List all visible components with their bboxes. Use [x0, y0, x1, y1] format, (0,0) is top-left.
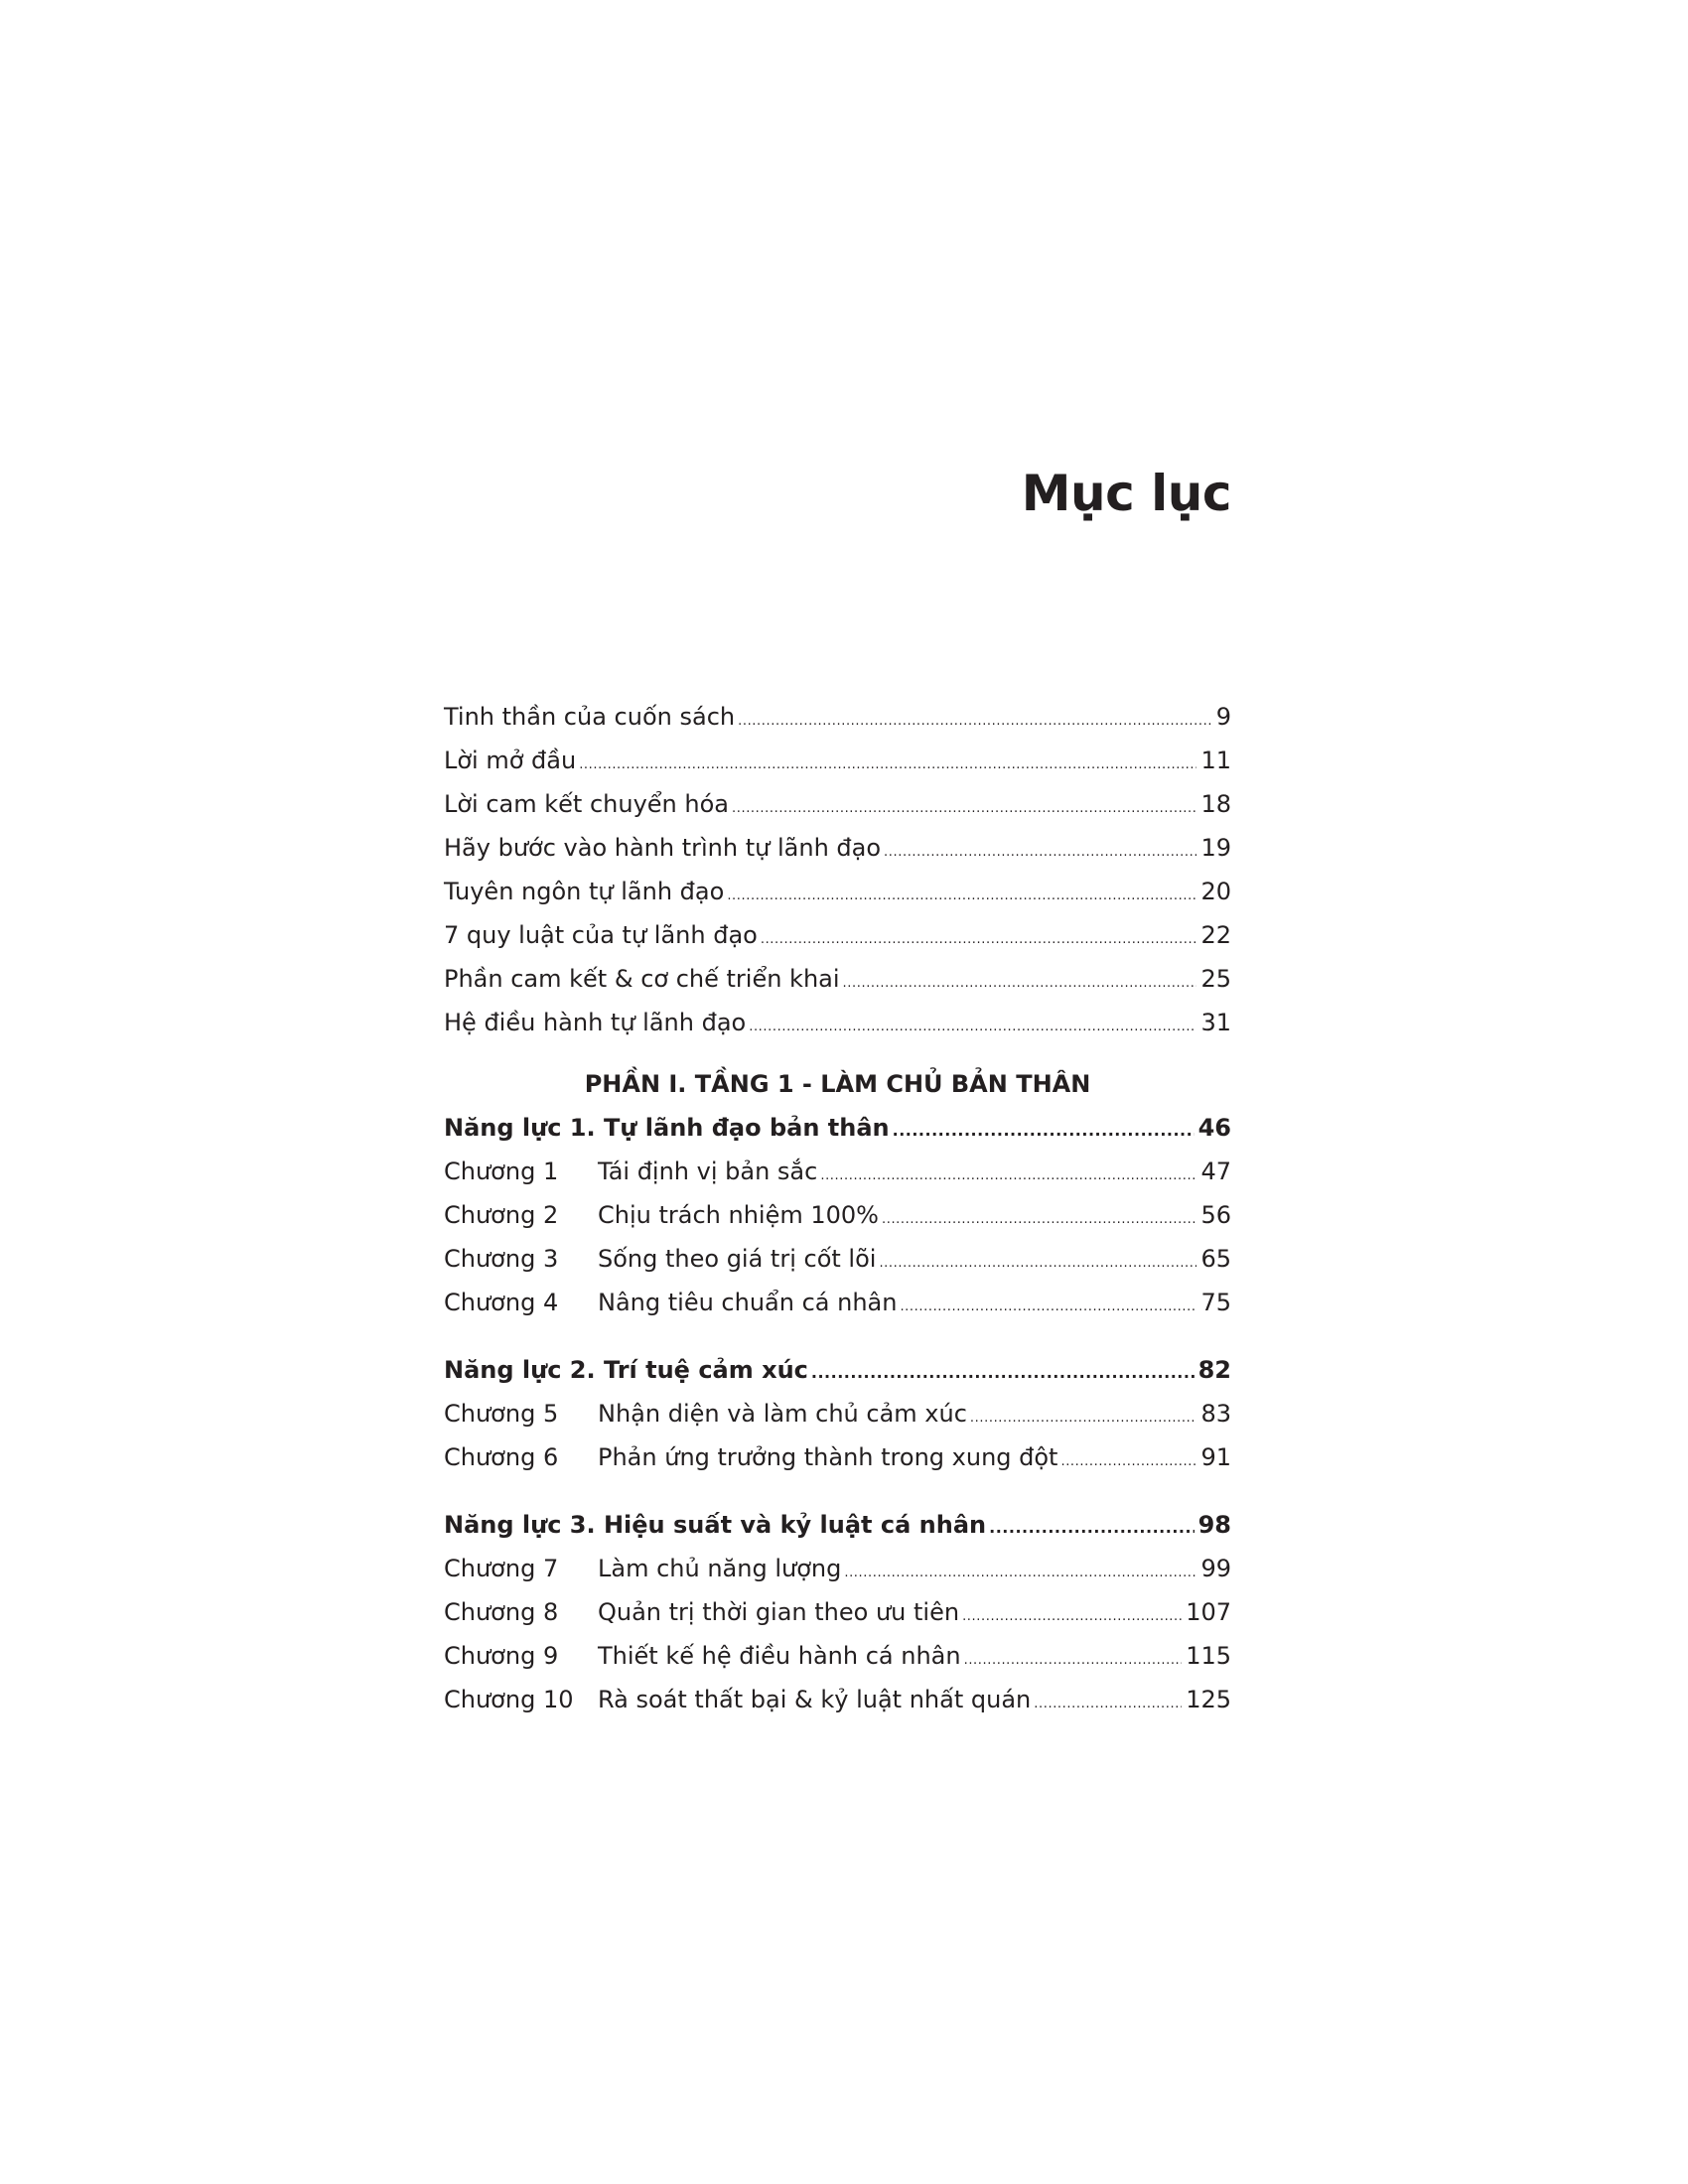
toc-entry[interactable]: [444, 870, 1231, 913]
front-matter-list: [444, 695, 1231, 1044]
toc-entry[interactable]: [444, 1001, 1231, 1044]
dot-leader: [820, 1169, 1196, 1182]
toc-entry-label: Hệ điều hành tự lãnh đạo: [444, 1009, 747, 1036]
chapter-entry[interactable]: [444, 1193, 1231, 1237]
chapter-number: Chương 1: [444, 1158, 559, 1185]
competency-entry[interactable]: [444, 1503, 1231, 1547]
chapter-title: Quản trị thời gian theo ưu tiên: [598, 1598, 960, 1626]
chapter-entry[interactable]: [444, 1392, 1231, 1435]
chapter-number: Chương 9: [444, 1642, 559, 1670]
dot-leader: [900, 1300, 1196, 1313]
chapter-entry[interactable]: [444, 1634, 1231, 1678]
competency-page: 46: [1197, 1114, 1231, 1142]
chapter-title: Sống theo giá trị cốt lõi: [598, 1245, 877, 1273]
chapter-number: Chương 3: [444, 1245, 559, 1273]
chapter-number: Chương 5: [444, 1400, 559, 1428]
table-of-contents: [444, 695, 1231, 1721]
chapter-number: Chương 7: [444, 1555, 559, 1582]
dot-leader: [732, 802, 1196, 815]
chapter-page: 56: [1200, 1201, 1231, 1229]
dot-leader: [749, 1021, 1196, 1033]
competency-page: 98: [1197, 1511, 1231, 1539]
chapter-entry[interactable]: [444, 1547, 1231, 1590]
competency-section: [444, 1106, 1231, 1324]
chapter-number: Chương 4: [444, 1289, 559, 1316]
part-heading: PHẦN I. TẦNG 1 - LÀM CHỦ BẢN THÂN: [584, 1070, 1091, 1098]
toc-entry-label: Phần cam kết & cơ chế triển khai: [444, 965, 840, 993]
section-gap: [444, 1324, 1231, 1348]
chapter-page: 115: [1186, 1642, 1231, 1670]
chapter-entry[interactable]: [444, 1435, 1231, 1479]
chapter-page: 65: [1200, 1245, 1231, 1273]
toc-entry-page: 22: [1200, 921, 1231, 949]
chapter-title: Nâng tiêu chuẩn cá nhân: [598, 1289, 898, 1316]
chapter-page: 99: [1200, 1555, 1231, 1582]
chapter-title: Thiết kế hệ điều hành cá nhân: [598, 1642, 961, 1670]
dot-leader: [1034, 1698, 1182, 1710]
competency-section: [444, 1348, 1231, 1479]
chapter-entry[interactable]: [444, 1281, 1231, 1324]
toc-entry-page: 20: [1200, 878, 1231, 905]
dot-leader: [962, 1610, 1182, 1623]
chapter-entry[interactable]: [444, 1150, 1231, 1193]
toc-entry[interactable]: [444, 739, 1231, 782]
competency-section: [444, 1503, 1231, 1721]
dot-leader: [970, 1412, 1197, 1425]
chapter-page: 91: [1200, 1443, 1231, 1471]
toc-entry-label: Hãy bước vào hành trình tự lãnh đạo: [444, 834, 882, 862]
chapter-number: Chương 10: [444, 1686, 574, 1713]
chapter-number: Chương 8: [444, 1598, 559, 1626]
chapter-title: Phản ứng trưởng thành trong xung đột: [598, 1443, 1058, 1471]
toc-entry-page: 19: [1200, 834, 1231, 862]
dot-leader: [761, 933, 1197, 946]
chapter-page: 75: [1200, 1289, 1231, 1316]
chapter-number: Chương 2: [444, 1201, 559, 1229]
toc-entry[interactable]: [444, 913, 1231, 957]
chapter-title: Nhận diện và làm chủ cảm xúc: [598, 1400, 967, 1428]
dot-leader: [989, 1521, 1194, 1534]
dot-leader: [879, 1257, 1196, 1270]
chapter-number: Chương 6: [444, 1443, 559, 1471]
chapter-entry[interactable]: [444, 1237, 1231, 1281]
dot-leader: [893, 1124, 1195, 1137]
chapter-entry[interactable]: [444, 1590, 1231, 1634]
toc-entry-label: Lời mở đầu: [444, 747, 577, 774]
toc-entry[interactable]: [444, 826, 1231, 870]
page-title: Mục lục: [1021, 465, 1231, 522]
competency-entry[interactable]: [444, 1348, 1231, 1392]
chapter-title: Rà soát thất bại & kỷ luật nhất quán: [598, 1686, 1032, 1713]
dot-leader: [1060, 1455, 1196, 1468]
toc-entry-label: 7 quy luật của tự lãnh đạo: [444, 921, 758, 949]
competency-page: 82: [1197, 1356, 1231, 1384]
toc-entry-label: Tuyên ngôn tự lãnh đạo: [444, 878, 725, 905]
competency-label: Năng lực 1. Tự lãnh đạo bản thân: [444, 1114, 890, 1142]
chapter-page: 83: [1200, 1400, 1231, 1428]
dot-leader: [843, 977, 1197, 990]
chapter-title: Làm chủ năng lượng: [598, 1555, 842, 1582]
dot-leader: [964, 1654, 1183, 1667]
competency-label: Năng lực 3. Hiệu suất và kỷ luật cá nhân: [444, 1511, 987, 1539]
chapter-page: 47: [1200, 1158, 1231, 1185]
toc-entry-label: Tinh thần của cuốn sách: [444, 703, 736, 731]
toc-entry[interactable]: [444, 782, 1231, 826]
toc-entry-page: 18: [1200, 790, 1231, 818]
section-gap: [444, 1479, 1231, 1503]
chapter-entry[interactable]: [444, 1678, 1231, 1721]
dot-leader: [738, 715, 1212, 728]
chapter-title: Chịu trách nhiệm 100%: [598, 1201, 879, 1229]
toc-entry-page: 31: [1200, 1009, 1231, 1036]
toc-entry-page: 25: [1200, 965, 1231, 993]
toc-entry-label: Lời cam kết chuyển hóa: [444, 790, 729, 818]
chapter-page: 107: [1186, 1598, 1231, 1626]
dot-leader: [882, 1213, 1196, 1226]
competency-label: Năng lực 2. Trí tuệ cảm xúc: [444, 1356, 808, 1384]
competency-entry[interactable]: [444, 1106, 1231, 1150]
dot-leader: [811, 1366, 1195, 1379]
toc-entry[interactable]: [444, 957, 1231, 1001]
chapter-page: 125: [1186, 1686, 1231, 1713]
toc-entry-page: 9: [1215, 703, 1231, 731]
dot-leader: [884, 846, 1196, 859]
toc-entry[interactable]: [444, 695, 1231, 739]
dot-leader: [579, 758, 1196, 771]
dot-leader: [727, 889, 1196, 902]
chapter-title: Tái định vị bản sắc: [598, 1158, 818, 1185]
toc-entry-page: 11: [1200, 747, 1231, 774]
dot-leader: [844, 1567, 1196, 1579]
